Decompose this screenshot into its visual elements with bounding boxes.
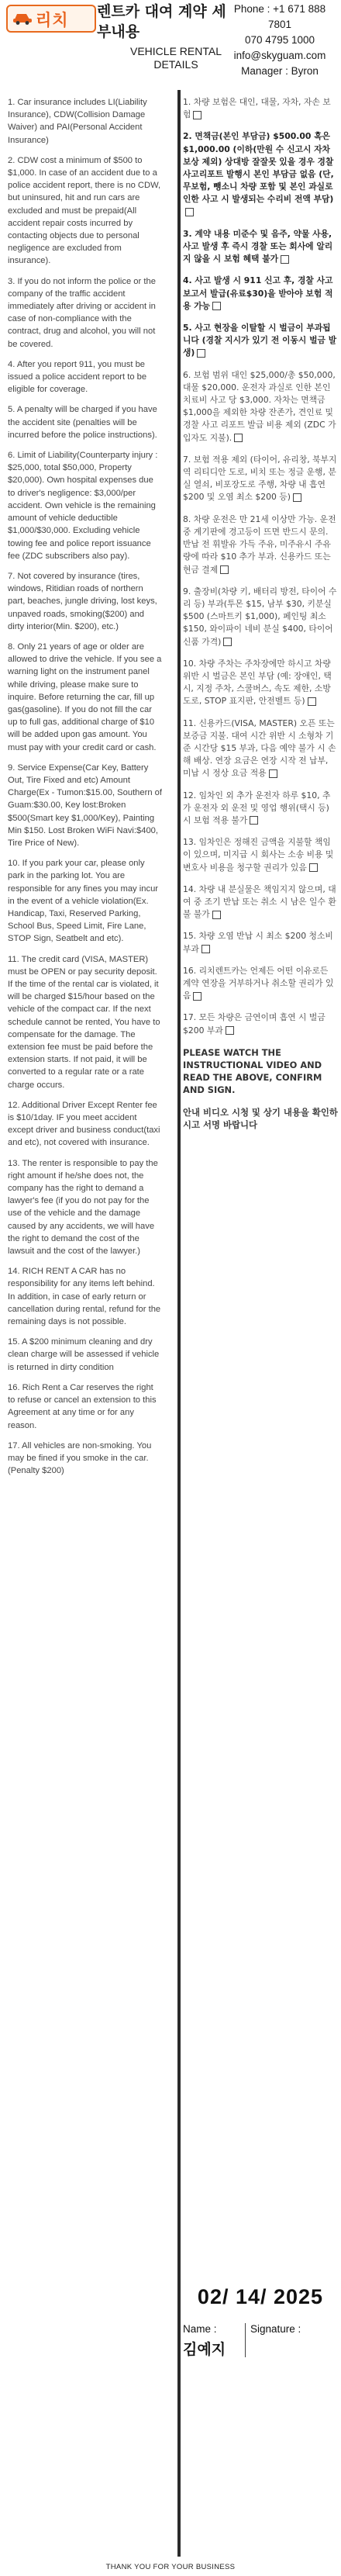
logo-text: 리치 [36,11,69,29]
checkbox-icon[interactable] [220,565,229,574]
name-label: Name : [183,2323,217,2335]
term-en: 5. A penalty will be charged if you have the accident site (penalties will be incurred before the police instructions). [8,405,157,440]
checkbox-icon[interactable] [281,255,289,264]
checkbox-icon[interactable] [185,208,194,216]
column-divider [177,90,181,2557]
instruction-en: PLEASE WATCH THE INSTRUCTIONAL VIDEO AND READ THE ABOVE, CONFIRM AND SIGN. [183,1046,322,1096]
term-en: 14. RICH RENT A CAR has no responsibility for any items left behind. In addition, in case of early return or cancellation during rental, refund for the remaining days is not possible. [8,1267,161,1327]
term-ko: 15. 차량 오염 반납 시 최소 $200 청소비 부과 [183,931,333,954]
checkbox-icon[interactable] [308,697,316,706]
term-en: 17. All vehicles are non-smoking. You may be fined if you smoke in the car. (Penalty $200) [8,1440,152,1476]
korean-terms-column [183,96,338,1140]
term-ko: 5. 사고 현장을 이탈할 시 벌금이 부과됩니다 (경찰 지시가 있기 전 이동시 벌금 발생) [183,323,337,358]
checkbox-icon[interactable] [212,911,221,919]
signature-area [183,2285,338,2359]
checkbox-icon[interactable] [193,111,202,119]
term-en: 1. Car insurance includes LI(Liability Insurance), CDW(Collision Damage Waiver) and PAI(Personal Accident Insurance) [8,98,147,145]
term-ko: 4. 사고 발생 시 911 신고 후, 경찰 사고보고서 발급(유료$30)을 받아야 보험 적용 가능 [183,275,333,311]
email-line: info@skyguam.com [233,50,326,61]
company-logo [6,5,96,33]
term-en: 3. If you do not inform the police or the company of the traffic accident immediately after driving or accident in case of non-compliance with the contract, drug and alcohol, you will not be covered. [8,276,156,349]
term-ko: 11. 신용카드(VISA, MASTER) 오픈 또는 보증금 지불. 대여 시간 위반 시 소형차 기준 시간당 $15 부과, 다음 예약 불가 시 손해 배상. 연장 요금은 연장 시작 전 납부, 미납 시 정상 요금 적용 [183,717,336,779]
checkbox-icon[interactable] [293,493,301,502]
checkbox-icon[interactable] [309,863,318,872]
term-en: 16. Rich Rent a Car reserves the right to refuse or cancel an extension to this Agreement at any time or for any reason. [8,1382,157,1430]
manager-line: Manager : Byron [241,65,319,77]
checkbox-icon[interactable] [234,434,243,442]
title-korean: 렌트카 대여 계약 세부내용 [97,3,226,40]
signature-separator [245,2323,246,2357]
checkbox-icon[interactable] [223,638,232,646]
term-ko: 12. 임차인 외 추가 운전자 하루 $10, 추가 운전자 외 운전 및 영업 행위(택시 등) 시 보험 적용 불가 [183,790,331,825]
term-ko: 8. 차량 운전은 만 21세 이상만 가능. 운전 중 계기판에 경고등이 뜨면 반드시 문의. 반납 전 휘발유 가득 주유, 미주유시 주유량에 따라 $10 추가 부과. 신용카드 또는 현금 결제 [183,513,336,575]
checkbox-icon[interactable] [212,302,221,310]
instruction-ko: 안내 비디오 시청 및 상기 내용을 확인하시고 서명 바랍니다 [183,1106,338,1130]
english-terms-column [8,96,163,1485]
contract-date: 02/ 14/ 2025 [197,2285,324,2308]
term-en: 9. Service Expense(Car Key, Battery Out, Tire Fixed and etc) Amount Charge(Ex - Tumon:$15.00, Southern of Guam:$30.00, Key lost:Broken $500(Smart key $1,000/Key), Painting Min $150. Lost Broken WiFi Navi:$400, Tire Price of New). [8,762,163,848]
term-ko: 14. 차량 내 분실물은 책임지지 않으며, 대여 중 조기 반납 또는 취소 시 남은 일수 환불 불가 [183,883,336,920]
car-logo-icon [12,11,33,25]
term-ko: 2. 면책금(본인 부담금) $500.00 혹은 $1,000.00 (이하(만원 수 신고시 자차 보상 제외) 상대방 잘잘못 있을 경우 경찰 사고리포트 발행시 본인 부담금 없음 (단, 무보험, 뺑소니 차량 포함 및 본인 과실로 인한 사고 시 발생되는 수리비 전액 부담) [183,130,338,218]
term-ko: 7. 보험 적용 제외 (타이어, 유리창, 북부지역 리티디안 도로, 비치 또는 정글 운행, 분실 열쇠, 비포장도로 주행, 차량 내 흡연 $200 및 오염 최소 $200 등) [183,454,337,503]
term-ko: 10. 차량 주차는 주차장에만 하시고 차량 위반 시 벌금은 본인 부담 (예: 장애인, 택시, 지정 주차, 스쿨버스, 속도 제한, 소방 도로, STOP 표지판, 안전벨트 등) [183,658,332,707]
signature-label: Signature : [250,2323,301,2335]
checkbox-icon[interactable] [202,945,210,953]
name-block [183,2323,240,2359]
term-en: 4. After you report 911, you must be issued a police accident report to be eligible for coverage. [8,359,147,395]
term-en: 12. Additional Driver Except Renter fee is $10/1day. IF you meet accident except driver and business conduct(taxi and etc), not covered with insurance. [8,1100,160,1148]
header [0,0,341,85]
footer-text: THANK YOU FOR YOUR BUSINESS [105,2563,236,2571]
term-en: 8. Only 21 years of age or older are allowed to drive the vehicle. If you see a warning light on the instrument panel while driving, please make sure to inquire. Before returning the car, fill up gas(gasoline). If you do not fill the car up to full gas, additional charge of $10 will be added upon gas amount. You must pay with your credit card or cash. [8,641,162,752]
phone-line: Phone : +1 671 888 7801 [233,3,326,30]
term-ko: 6. 보험 범위 대인 $25,000/총 $50,000, 대물 $20,000. 운전자 과실로 인한 본인 치료비 사고 당 $3,000. 자차는 면책금 $1,000을 제외한 차량 잔존가, 견인료 및 경찰 사고 리포트 발급 비용 제외 (ZDC 가입자도 지불). [183,369,336,443]
signature-row [183,2323,338,2359]
title-english: VEHICLE RENTAL DETAILS [130,45,222,71]
phone-line-2: 070 4795 1000 [244,34,315,46]
contact-block [222,2,338,79]
term-en: 13. The renter is responsible to pay the right amount if he/she does not, the company has the right to demand a lawyer's fee (if you do not pay for the use of the vehicle and the damage caused by any accidents, we will have the right to demand the cost of the lawsuit and the cost of the lawyer.) [8,1158,158,1257]
checkbox-icon[interactable] [193,992,202,1001]
term-en: 6. Limit of Liability(Counterparty injury : $25,000, total $50,000, Property $20,000). Own hospital expenses due to driver's negligence: $3,000/per accident. Own vehicle is the remaining amount of vehicle deductible $1,000/$30,000. Excluding vehicle towing fee and police report issuance fee (ZDC subscribers also pay). [8,451,158,561]
term-en: 2. CDW cost a minimum of $500 to $1,000. In case of an accident due to a police accident report, there is no CDW, but uninsured, hit and run cars are excluded and must be prepaid(All accident repair costs incurred by contacting objects due to personal negligence are excluded from insurance). [8,155,161,266]
term-ko: 13. 임차인은 정해진 금액을 지불할 책임이 있으며, 미지급 시 회사는 소송 비용 및 변호사 비용을 청구할 권리가 있음 [183,837,334,873]
signature-field[interactable] [250,2323,301,2359]
term-ko: 9. 출장비(차량 키, 배터리 방전, 타이어 수리 등) 부과(투몬 $15, 남부 $30, 키분실 $500 (스마트키 $1,000), 페인팅 최소 $150, 와이파이 네비 분실 $400, 타이어 신품 가격) [183,586,337,647]
term-en: 7. Not covered by insurance (tires, windows, Ritidian roads of northern part, beaches, jungle driving, lost keys, unpaved roads, smoking($200) and dirty interior(Min. $200), etc.) [8,571,157,631]
checkbox-icon[interactable] [269,769,277,778]
name-value: 김예지 [183,2341,226,2358]
term-en: 15. A $200 minimum cleaning and dry clean charge will be assessed if vehicle is returned in dirty condition [8,1337,160,1372]
term-en: 10. If you park your car, please only park in the parking lot. You are responsible for any fines you may incur in the event of a vehicle violation(Ex. Handicap, Taxi, Reserved Parking, School Bus, Speed Limit, Fire Lane, STOP Sign, Seatbelt and etc). [8,859,159,944]
checkbox-icon[interactable] [250,816,258,825]
term-en: 11. The credit card (VISA, MASTER) must be OPEN or pay security deposit. If the time of the rental car is violated, it will be charged $15/hour based on the vehicle of the compact car. If the next schedule cannot be rented, You have to compensate for the damage. The extension fee must be paid before the extension starts. If not paid, it will be converted to a regular rate or a rate charge occurs. [8,954,160,1090]
term-ko: 17. 모든 차량은 금연이며 흡연 시 벌금 $200 부과 [183,1012,326,1036]
term-ko: 16. 리치렌트카는 언제든 어떤 이유로든 계약 연장을 거부하거나 취소할 권리가 있음 [183,965,334,1001]
term-ko: 3. 계약 내용 미준수 및 음주, 약물 사용, 사고 발생 후 즉시 경찰 또는 회사에 알리지 않을 시 보험 혜택 불가 [183,228,333,265]
checkbox-icon[interactable] [197,349,205,358]
term-ko: 1. 차량 보험은 대인, 대물, 자차, 자손 보험 [183,97,331,120]
checkbox-icon[interactable] [226,1026,234,1035]
